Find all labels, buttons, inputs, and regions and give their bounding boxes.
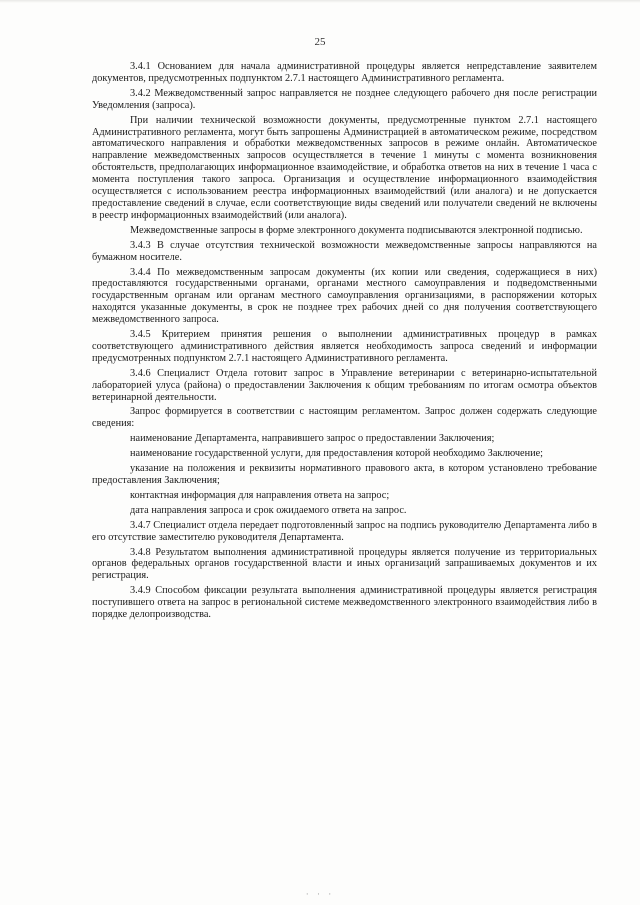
paragraph-3-4-1: 3.4.1 Основанием для начала административной процедуры является непредставление заявителем документов, предусмотренных подпунктом 2.7.1 настоящего Административного регламента.	[92, 61, 597, 84]
paragraph-3-4-2: 3.4.2 Межведомственный запрос направляется не позднее следующего рабочего дня после регистрации Уведомления (запроса).	[92, 87, 597, 111]
paragraph-3-4-4: 3.4.4 По межведомственным запросам документы (их копии или сведения, содержащиеся в них) предоставляются государственными органами, органами местного самоуправления и подведомственными государственным органам или органам местного самоуправления организациями, в распоряжении которых находятся указанные документы, в срок не позднее трех рабочих дней со дня получения соответствующего межведомственного запроса.	[92, 266, 597, 326]
paragraph-3-4-7: 3.4.7 Специалист отдела передает подготовленный запрос на подпись руководителю Департамента либо в его отсутствие заместителю руководителя Департамента.	[92, 519, 597, 543]
list-item: дата направления запроса и срок ожидаемого ответа на запрос.	[130, 504, 407, 516]
scan-bottom-mark: · · ·	[305, 889, 335, 899]
list-item: наименование Департамента, направившего запрос о предоставлении Заключения;	[130, 433, 495, 445]
paragraph-3-4-8: 3.4.8 Результатом выполнения административной процедуры является получение из территориальных органов федеральных органов государственной власти и иных организаций запрашиваемых документов и их регистрация.	[92, 546, 597, 582]
paragraph-3-4-6: 3.4.6 Специалист Отдела готовит запрос в Управление ветеринарии с ветеринарно-испытательной лабораторией улуса (района) о предоставлении Заключения к общим требованиям по итогам осмотра объектов ветеринарной деятельности.	[92, 367, 597, 403]
paragraph-3-4-9: 3.4.9 Способом фиксации результата выполнения административной процедуры является регистрация поступившего ответа на запрос в региональной системе межведомственного электронного взаимодействия либо в порядке делопроизводства.	[92, 585, 597, 621]
document-body	[92, 61, 597, 624]
list-item: контактная информация для направления ответа на запрос;	[130, 489, 390, 501]
paragraph-electronic-signature: Межведомственные запросы в форме электронного документа подписываются электронной подписью.	[130, 224, 583, 236]
page-number: 25	[314, 36, 326, 48]
list-item: указание на положения и реквизиты нормативного правового акта, в котором установлено требование предоставления Заключения;	[92, 463, 597, 486]
paragraph-3-4-5: 3.4.5 Критерием принятия решения о выполнении административных процедур в рамках соответствующего административного действия является необходимость запроса сведений и информации предусмотренных подпунктом 2.7.1 настоящего Административного регламента.	[92, 329, 597, 364]
list-item: наименование государственной услуги, для предоставления которой необходимо Заключение;	[130, 448, 544, 460]
paragraph-technical-possibility: При наличии технической возможности документы, предусмотренные пунктом 2.7.1 настоящего Административного регламента, могут быть запрошены Администрацией в автоматическом режиме, посредством автоматического направления и обработки межведомственных запросов в режиме онлайн. Автоматическое направление межведомственных запросов осуществляется в течение 1 минуты с момента возникновения обстоятельств, предполагающих информационное взаимодействие, и обработка ответов на них в течение 1 часа с момента поступления такого запроса. Организация и осуществление информационного взаимодействия осуществляется с использованием реестра информационных взаимодействий (или аналога) и не допускается предоставление сведений в случае, если соответствующие виды сведений или получатели сведений не включены в реестр информационных взаимодействий (или аналога).	[92, 114, 597, 221]
paragraph-request-form: Запрос формируется в соответствии с настоящим регламентом. Запрос должен содержать следующие сведения:	[92, 406, 597, 430]
paragraph-3-4-3: 3.4.3 В случае отсутствия технической возможности межведомственные запросы направляются на бумажном носителе.	[92, 239, 597, 263]
scan-top-edge	[0, 0, 640, 3]
